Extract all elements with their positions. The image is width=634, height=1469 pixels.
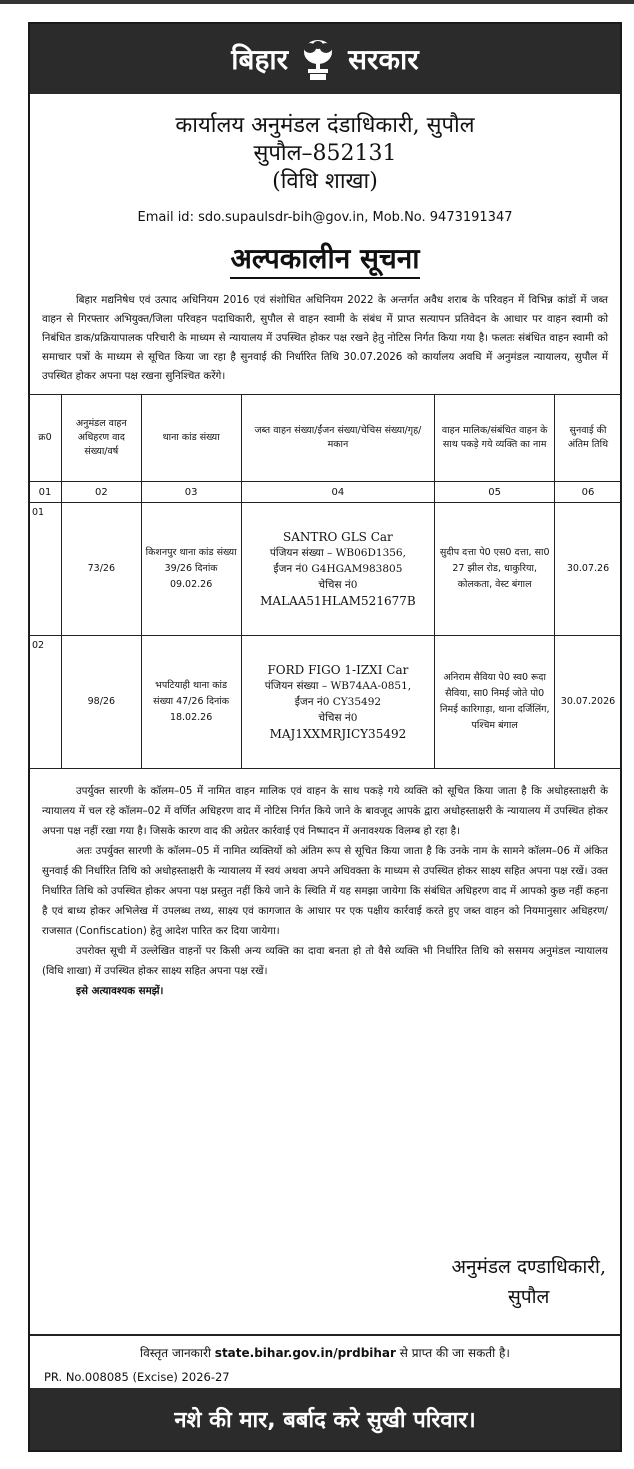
column-index: 03 xyxy=(141,482,241,503)
info-suffix: से प्राप्त की जा सकती है। xyxy=(399,1346,510,1360)
vehicle-table xyxy=(28,394,622,769)
table-header: अनुमंडल वाहन अधिहरण वाद संख्या/वर्ष xyxy=(61,395,141,482)
signature-block xyxy=(451,1252,606,1312)
info-prefix: विस्तृत जानकारी xyxy=(140,1346,211,1360)
paragraph-4: उपरोक्त सूची में उल्लेखित वाहनों पर किसी अन्य व्यक्ति का दावा बनता हो तो वैसे व्यक्ति भी निर्धारित तिथि को ससमय अनुमंडल न्यायालय (विधि शाखा) में उपस्थित होकर साक्ष्य सहित अपना पक्ष रखें। xyxy=(42,945,608,977)
notice-heading xyxy=(30,239,620,277)
row-hearing-date: 30.07.2026 xyxy=(554,636,621,769)
office-title: कार्यालय अनुमंडल दंडाधिकारी, सुपौल xyxy=(175,113,475,138)
row-serial: 01 xyxy=(29,503,62,636)
office-address xyxy=(30,112,620,196)
notice-heading-text: अल्पकालीन सूचना xyxy=(230,242,419,279)
vehicle-model: FORD FIGO 1-IZXI Car xyxy=(267,663,409,677)
row-serial: 02 xyxy=(29,636,62,769)
office-city: सुपौल–852131 xyxy=(253,141,397,166)
table-header-row xyxy=(29,395,622,482)
divider xyxy=(30,1334,620,1336)
row-case-number: 73/26 xyxy=(61,503,141,636)
table-header: थाना कांड संख्या xyxy=(141,395,241,482)
bodhi-tree-emblem-icon xyxy=(298,36,338,82)
row-hearing-date: 30.07.26 xyxy=(554,503,621,636)
column-index: 02 xyxy=(61,482,141,503)
vehicle-model: SANTRO GLS Car xyxy=(283,530,393,544)
signature-place: सुपौल xyxy=(507,1286,550,1308)
vehicle-engine: ईंजन नं0 G4HGAM983805 xyxy=(273,563,403,575)
row-thana-case: किशनपुर थाना कांड संख्या 39/26 दिनांक 09.02.26 xyxy=(141,503,241,636)
table-header: सुनवाई की अंतिम तिथि xyxy=(554,395,621,482)
footer-slogan: नशे की मार, बर्बाद करे सुखी परिवार। xyxy=(30,1388,620,1450)
vehicle-chassis-number: MALAA51HLAM521677B xyxy=(260,594,416,608)
vehicle-chassis-number: MAJ1XXMRJICY35492 xyxy=(269,727,407,741)
info-link[interactable]: state.bihar.gov.in/prdbihar xyxy=(214,1346,396,1360)
paragraph-5: इसे अत्यावश्यक समझें। xyxy=(76,985,164,997)
vehicle-engine: ईंजन नं0 CY35492 xyxy=(294,696,382,708)
table-header: क्र0 xyxy=(29,395,62,482)
signature-designation: अनुमंडल दण्डाधिकारी, xyxy=(451,1256,606,1278)
info-line xyxy=(30,1344,620,1361)
contact-info: Email id: sdo.supaulsdr-bih@gov.in, Mob.No. 9473191347 xyxy=(137,210,513,225)
government-banner xyxy=(30,24,620,94)
banner-left-text: बिहार xyxy=(231,43,289,76)
vehicle-chassis-label: चेचिस नं0 xyxy=(318,712,358,724)
paragraph-3: अतः उपर्युक्त सारणी के कॉलम–05 में नामित व्यक्तियों को अंतिम रूप से सूचित किया जाता है कि उनके नाम के सामने कॉलम–06 में अंकित सुनवाई की निर्धारित तिथि को अधोहस्ताक्षरी के न्यायालय में स्वयं अथवा अपने अधिवक्ता के माध्यम से उपस्थित होकर साक्ष्य सहित अपना पक्ष रखें। उक्त निर्धारित तिथि को उपस्थित होकर अपना पक्ष प्रस्तुत नहीं किये जाने के स्थिति में यह समझा जायेगा कि संबंधित अधिहरण वाद में आपको कुछ नहीं कहना है एवं बाध्य होकर अभिलेख में उपलब्ध तथ्य, साक्ष्य एवं कागजात के आधार पर एक पक्षीय कार्रवाई करते हुए जब्त वाहन को नियमानुसार अधिहरण/राजसात (Confiscation) हेतु आदेश पारित कर दिया जायेगा। xyxy=(42,845,608,937)
intro-paragraph: बिहार मद्यनिषेध एवं उत्पाद अधिनियम 2016 एवं संशोधित अधिनियम 2022 के अन्तर्गत अवैध शराब के परिवहन में विभिन्न कांडों में जब्त वाहन से गिरफ्तार अभियुक्त/जिला परिवहन पदाधिकारी, सुपौल से वाहन स्वामी के संबंध में प्राप्त सत्यापन प्रतिवेदन के आधार पर वाहन स्वामी को निबंधित डाक/प्रक्रियापालक परिचारी के माध्यम से न्यायालय में उपस्थित होकर पक्ष रखने हेतु नोटिस निर्गत किया गया है। फलतः संबंधित वाहन स्वामी को समाचार पत्रों के माध्यम से सूचित किया जा रहा है सुनवाई की निर्धारित तिथि 30.07.2026 को कार्यालय अवधि में अनुमंडल न्यायालय, सुपौल में उपस्थित होकर अपना पक्ष रखना सुनिश्चित करेंगे। xyxy=(42,294,608,382)
table-row xyxy=(29,503,622,636)
column-index: 01 xyxy=(29,482,62,503)
table-header: जब्त वाहन संख्या/ईंजन संख्या/चेचिस संख्या/गृह/मकान xyxy=(241,395,435,482)
vehicle-registration: पंजियन संख्या – WB06D1356, xyxy=(269,547,406,559)
table-index-row xyxy=(29,482,622,503)
row-case-number: 98/26 xyxy=(61,636,141,769)
table-header: वाहन मालिक/संबंधित वाहन के साथ पकड़े गये व्यक्ति का नाम xyxy=(435,395,555,482)
column-index: 06 xyxy=(554,482,621,503)
row-owner: सुदीप दत्ता पे0 एस0 दत्ता, सा0 27 झील रोड, धाकुरिया, कोलकता, वेस्ट बंगाल xyxy=(435,503,555,636)
column-index: 04 xyxy=(241,482,435,503)
vehicle-chassis-label: चेचिस नं0 xyxy=(318,579,358,591)
row-owner: अनिराम सैविया पे0 स्व0 रूदा सैविया, सा0 निमई जोते पो0 निमई कारिगाड़ा, थाना दर्जिलिंग, पश्चिम बंगाल xyxy=(435,636,555,769)
paragraph-2: उपर्युक्त सारणी के कॉलम–05 में नामित वाहन मालिक एवं वाहन के साथ पकड़े गये व्यक्ति को सूचित किया जाता है कि अधोहस्ताक्षरी के न्यायालय में चल रहे कॉलम–02 में वर्णित अधिहरण वाद में नोटिस निर्गत किये जाने के बावजूद आपके द्वारा अधोहस्ताक्षरी के न्यायालय में उपस्थित होकर अपना पक्ष नहीं रखा गया है। जिसके कारण वाद की अग्रेतर कार्रवाई एवं निष्पादन में अनावश्यक विलम्ब हो रहा है। xyxy=(42,785,608,837)
row-vehicle-details xyxy=(241,636,435,769)
pr-number: PR. No.008085 (Excise) 2026-27 xyxy=(44,1370,230,1384)
table-row xyxy=(29,636,622,769)
banner-right-text: सरकार xyxy=(348,43,419,76)
vehicle-registration: पंजियन संख्या – WB74AA-0851, xyxy=(264,680,412,692)
column-index: 05 xyxy=(435,482,555,503)
notice-frame xyxy=(28,22,622,1452)
row-thana-case: भपटियाही थाना कांड संख्या 47/26 दिनांक 18.02.26 xyxy=(141,636,241,769)
row-vehicle-details xyxy=(241,503,435,636)
top-rule xyxy=(0,0,634,4)
office-branch: (विधि शाखा) xyxy=(272,169,378,194)
